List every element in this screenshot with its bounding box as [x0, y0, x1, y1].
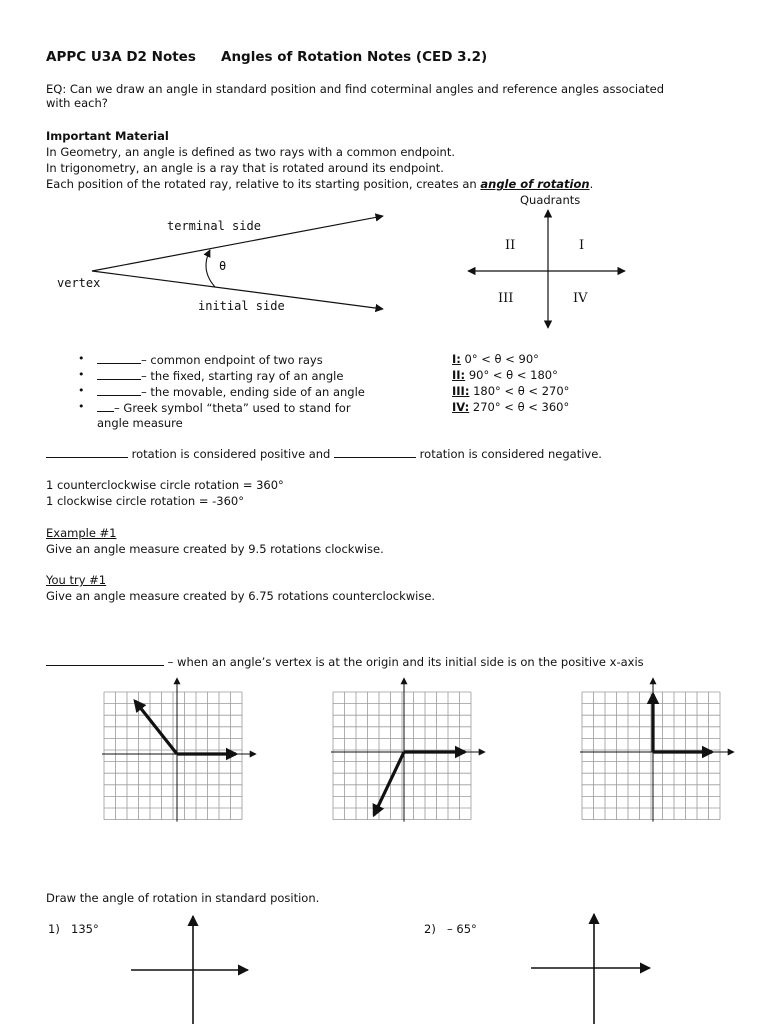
answer-blank[interactable] [334, 446, 416, 458]
eq-line-1: EQ: Can we draw an angle in standard position and find coterminal angles and reference angles associated [46, 82, 665, 96]
answer-blank[interactable] [97, 368, 141, 380]
important-line-3-end: . [589, 177, 594, 191]
graph-reflex-angle [331, 678, 485, 822]
answer-blank[interactable] [46, 654, 164, 666]
definition-text: – the fixed, starting ray of an angle [141, 369, 344, 383]
definition-theta [97, 400, 351, 416]
range-label: IV: [452, 400, 470, 414]
quadrants-diagram [468, 210, 625, 328]
bullet: • [78, 400, 85, 413]
terminal-side-label: terminal side [167, 219, 261, 233]
range-label: I: [452, 352, 461, 366]
range-label: II: [452, 368, 466, 382]
definition-vertex [97, 352, 323, 368]
draw-instruction: Draw the angle of rotation in standard position. [46, 891, 320, 905]
graph-obtuse-angle [102, 678, 256, 822]
you-try-1-heading: You try #1 [46, 573, 107, 587]
draw-axes-1 [131, 916, 248, 1024]
initial-side-label: initial side [198, 299, 285, 313]
bullet: • [78, 384, 85, 397]
important-heading: Important Material [46, 129, 169, 143]
graph-right-angle [580, 678, 734, 822]
range-q2 [452, 368, 558, 383]
range-q1 [452, 352, 539, 367]
important-line-3-text: Each position of the rotated ray, relative to its starting position, creates an [46, 177, 481, 191]
important-line-1: In Geometry, an angle is defined as two rays with a common endpoint. [46, 145, 455, 159]
problem-1-number: 1) [48, 922, 60, 936]
draw-axes-2 [531, 914, 650, 1024]
example-1-text: Give an angle measure created by 9.5 rotations clockwise. [46, 542, 384, 556]
standard-position-sentence [46, 654, 644, 670]
cw-rotation: 1 clockwise circle rotation = -360° [46, 494, 244, 508]
answer-blank[interactable] [97, 352, 141, 364]
quadrant-2-label: II [505, 238, 516, 253]
ccw-rotation: 1 counterclockwise circle rotation = 360° [46, 478, 284, 492]
rotation-sentence [46, 446, 602, 462]
course-title: APPC U3A D2 Notes [46, 49, 196, 65]
definition-terminal-side [97, 384, 365, 400]
definition-text: – the movable, ending side of an angle [141, 385, 365, 399]
definition-initial-side [97, 368, 343, 384]
problem-1-value: 135° [71, 922, 99, 936]
answer-blank[interactable] [97, 384, 141, 396]
rotation-mid: rotation is considered positive and [128, 447, 335, 461]
angle-of-rotation-term: angle of rotation [480, 177, 590, 191]
definition-text: – common endpoint of two rays [141, 353, 323, 367]
vertex-label: vertex [57, 276, 101, 290]
quadrant-3-label: III [498, 291, 514, 306]
quadrant-1-label: I [579, 238, 585, 253]
answer-blank[interactable] [97, 400, 114, 412]
answer-blank[interactable] [46, 446, 128, 458]
terminal-ray [135, 701, 177, 754]
you-try-1-text: Give an angle measure created by 6.75 rotations counterclockwise. [46, 589, 436, 603]
problem-2-value: – 65° [447, 922, 477, 936]
range-text: 180° < θ < 270° [469, 384, 570, 398]
page-title: Angles of Rotation Notes (CED 3.2) [221, 49, 488, 65]
range-q3 [452, 384, 569, 399]
theta-arc [206, 250, 215, 287]
definition-theta-cont: angle measure [97, 416, 183, 430]
range-text: 90° < θ < 180° [465, 368, 558, 382]
standard-position-text: – when an angle’s vertex is at the origin and its initial side is on the positive x-axis [164, 655, 644, 669]
quadrant-4-label: IV [573, 291, 588, 306]
quadrants-label: Quadrants [520, 193, 581, 207]
important-line-2: In trigonometry, an angle is a ray that is rotated around its endpoint. [46, 161, 444, 175]
example-1-heading: Example #1 [46, 526, 117, 540]
bullet: • [78, 352, 85, 365]
eq-line-2: with each? [46, 96, 108, 110]
range-text: 270° < θ < 360° [469, 400, 570, 414]
rotation-end: rotation is considered negative. [416, 447, 602, 461]
range-label: III: [452, 384, 470, 398]
bullet: • [78, 368, 85, 381]
angle-diagram [57, 216, 383, 313]
range-text: 0° < θ < 90° [460, 352, 539, 366]
theta-label: θ [219, 259, 227, 273]
definition-text: – Greek symbol “theta” used to stand for [114, 401, 351, 415]
problem-2-number: 2) [424, 922, 436, 936]
range-q4 [452, 400, 569, 415]
